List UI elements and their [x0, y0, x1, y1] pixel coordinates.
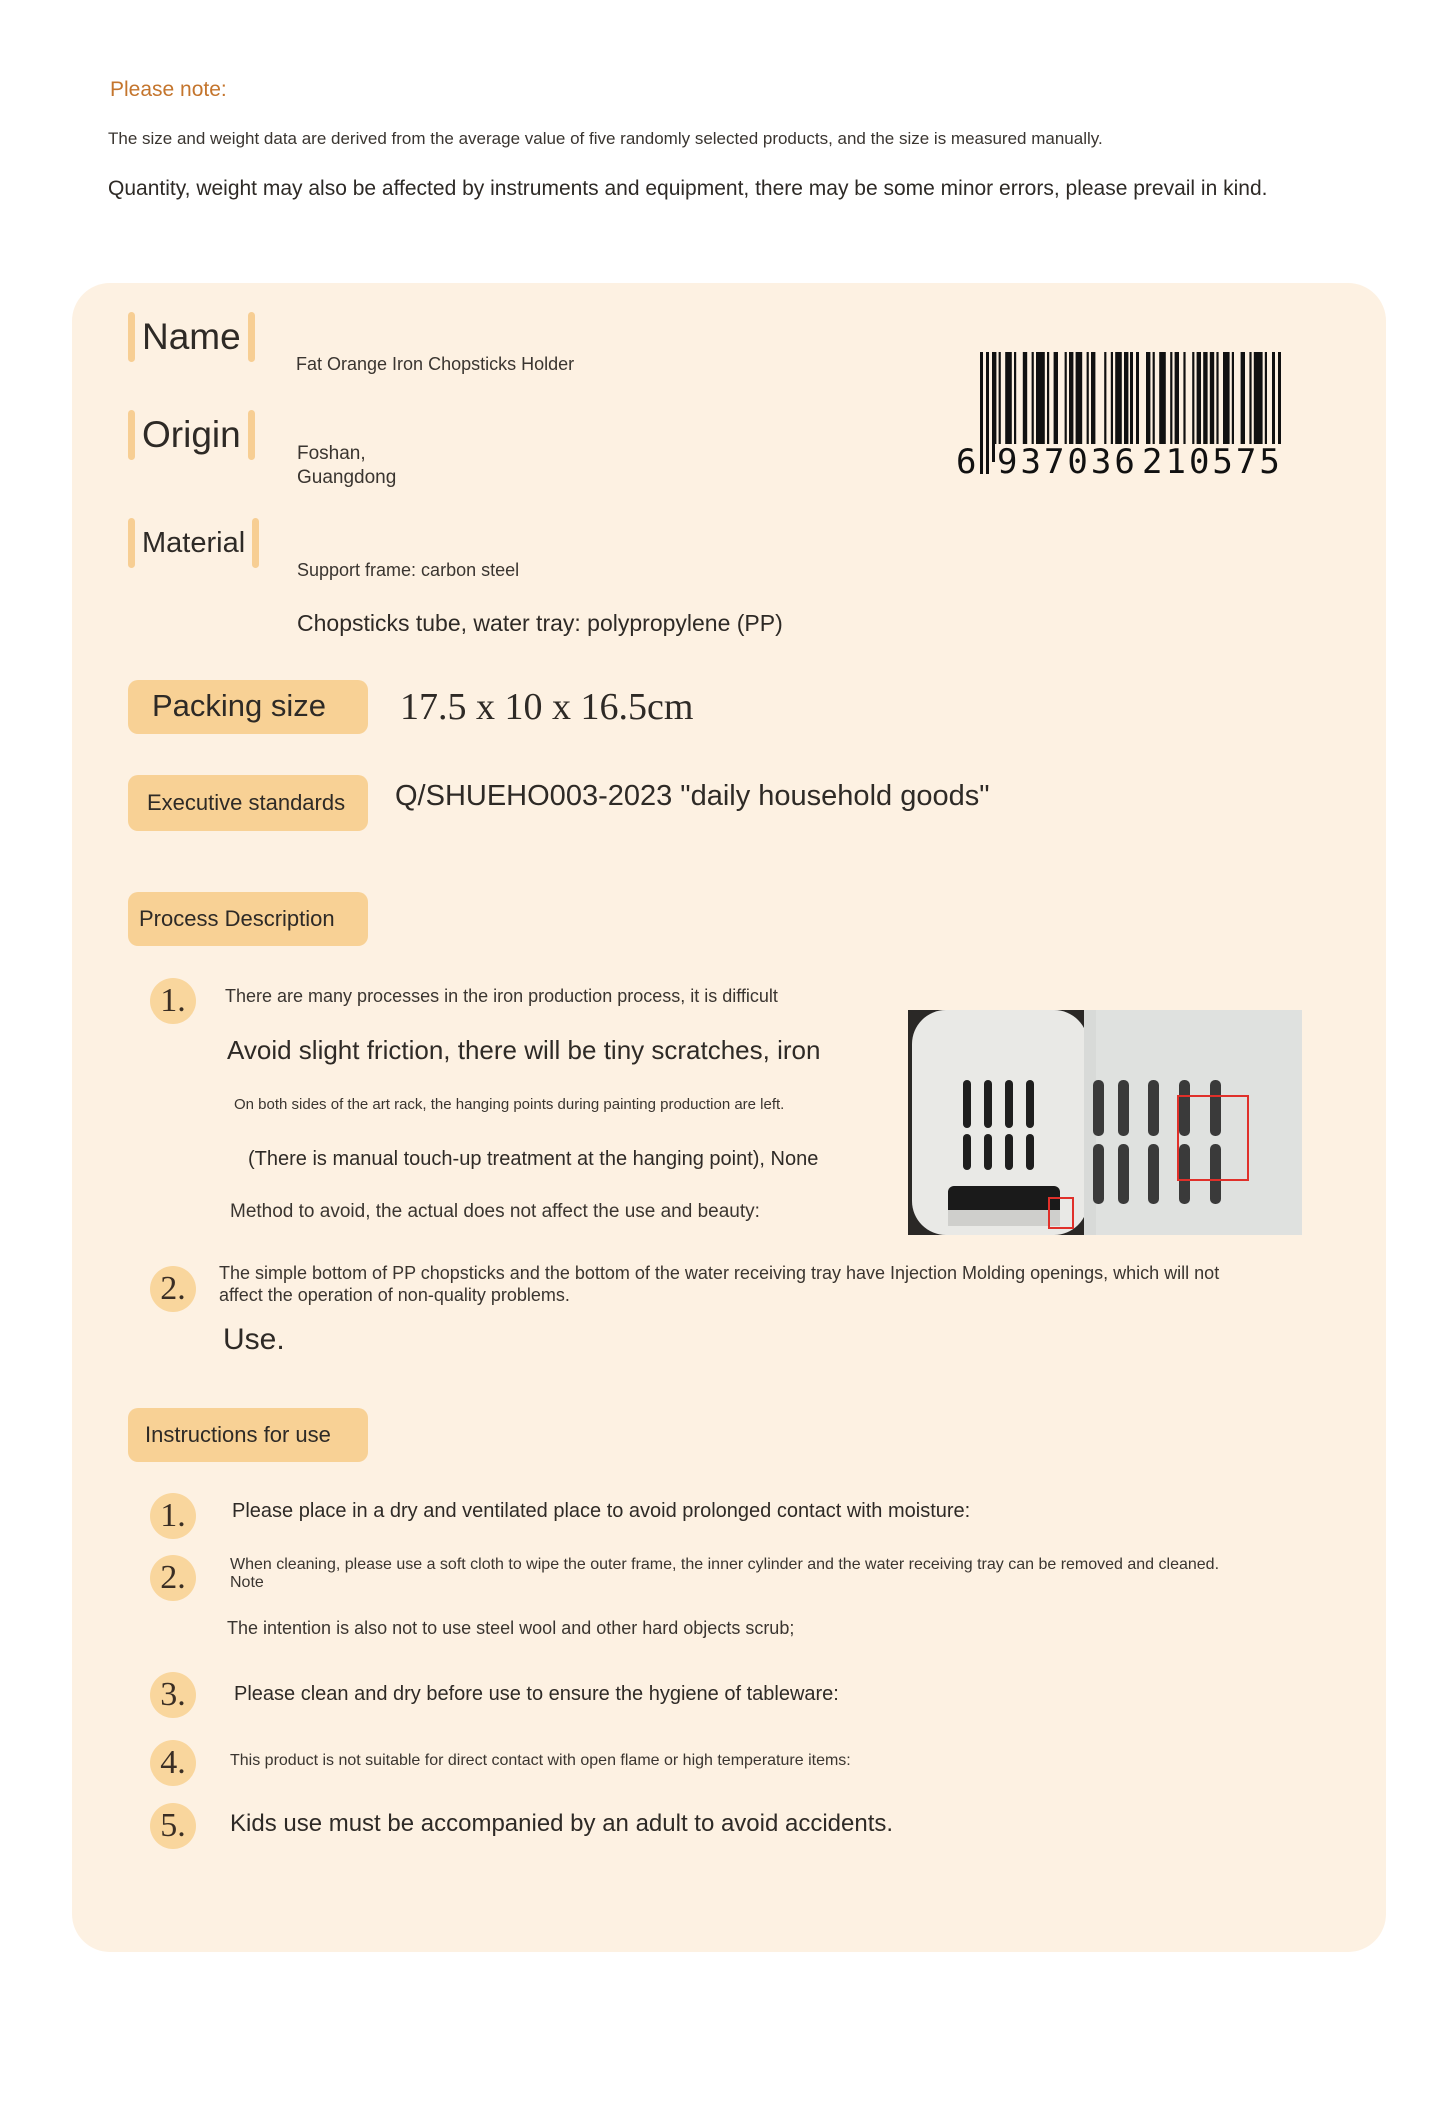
barcode-guard-bar: [980, 352, 983, 474]
process-number-1: 1.: [150, 978, 196, 1024]
instruction-3-text: Please clean and dry before use to ensure the hygiene of tableware:: [234, 1683, 839, 1705]
process-2-line-2: affect the operation of non-quality problems.: [219, 1285, 570, 1305]
instruction-4-text: This product is not suitable for direct contact with open flame or high temperature items:: [230, 1752, 851, 1769]
process-1-line-5: Method to avoid, the actual does not affect the use and beauty:: [230, 1201, 760, 1222]
executive-standards-label: Executive standards: [128, 775, 368, 831]
process-1-line-3: On both sides of the art rack, the hanging points during painting production are left.: [234, 1096, 785, 1113]
instruction-2-text: When cleaning, please use a soft cloth to wipe the outer frame, the inner cylinder and the water receiving tray can be removed and cleaned.: [230, 1556, 1220, 1573]
instruction-2-note: Note: [230, 1574, 264, 1591]
process-1-line-4: (There is manual touch-up treatment at the hanging point), None: [248, 1148, 819, 1170]
product-closeup-illustration: [908, 1010, 1302, 1235]
note-line-2: Quantity, weight may also be affected by instruments and equipment, there may be some minor errors, please prevail in kind.: [108, 177, 1268, 200]
name-value: Fat Orange Iron Chopsticks Holder: [296, 354, 575, 374]
material-label: Material: [128, 518, 259, 568]
note-line-1: The size and weight data are derived from the average value of five randomly selected products, and the size is measured manually.: [108, 129, 1103, 148]
barcode-group-1: 937036: [997, 442, 1138, 482]
note-heading: Please note:: [110, 78, 227, 101]
origin-value-line-2: Guangdong: [297, 467, 397, 488]
barcode-guard-bar: [986, 352, 989, 474]
process-number-2: 2.: [150, 1266, 196, 1312]
instruction-number-5: 5.: [150, 1803, 196, 1849]
instruction-1-text: Please place in a dry and ventilated place to avoid prolonged contact with moisture:: [232, 1500, 971, 1522]
barcode: [950, 352, 1310, 487]
process-2-line-3: Use.: [223, 1323, 285, 1356]
instruction-2-text-continued: The intention is also not to use steel wool and other hard objects scrub;: [227, 1618, 795, 1638]
process-2-line-1: The simple bottom of PP chopsticks and the bottom of the water receiving tray have Injection Molding openings, which will not: [219, 1263, 1220, 1283]
barcode-first-digit: 6: [956, 442, 977, 482]
name-label: Name: [128, 312, 255, 362]
process-1-line-1: There are many processes in the iron production process, it is difficult: [225, 986, 778, 1006]
origin-value-line-1: Foshan,: [297, 443, 366, 464]
process-1-line-2: Avoid slight friction, there will be tiny scratches, iron: [227, 1035, 821, 1065]
packing-size-label: Packing size: [128, 680, 368, 734]
instruction-number-2: 2.: [150, 1555, 196, 1601]
material-value-2: Chopsticks tube, water tray: polypropylene (PP): [297, 610, 783, 636]
material-value-1: Support frame: carbon steel: [297, 560, 520, 580]
executive-standards-value: Q/SHUEHO003-2023 "daily household goods": [395, 780, 990, 812]
instruction-number-1: 1.: [150, 1493, 196, 1539]
product-closeup-photo: [908, 1010, 1302, 1235]
packing-size-value: 17.5 x 10 x 16.5cm: [400, 686, 694, 728]
instruction-5-text: Kids use must be accompanied by an adult to avoid accidents.: [230, 1810, 894, 1837]
instruction-number-3: 3.: [150, 1672, 196, 1718]
barcode-group-2: 210575: [1142, 442, 1283, 482]
process-description-heading: Process Description: [128, 892, 368, 946]
instructions-heading: Instructions for use: [128, 1408, 368, 1462]
origin-label: Origin: [128, 410, 255, 460]
instruction-number-4: 4.: [150, 1740, 196, 1786]
